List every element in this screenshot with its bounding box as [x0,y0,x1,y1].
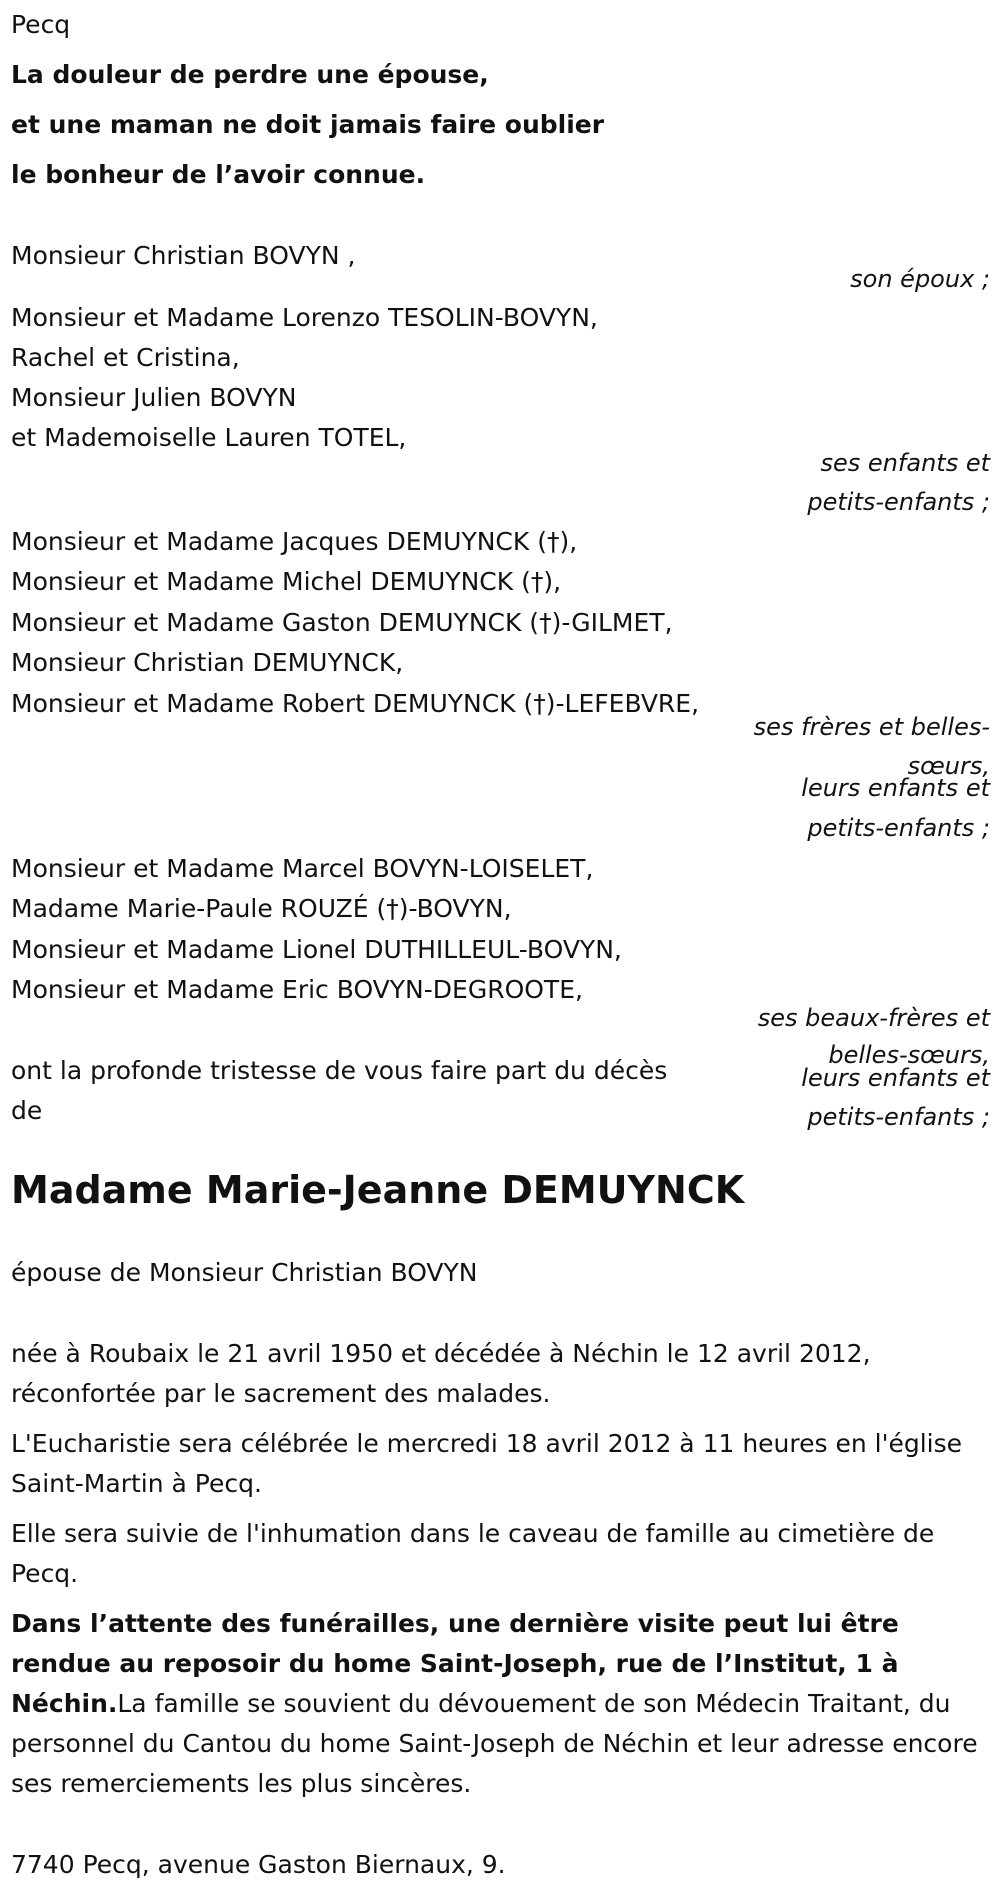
in-law-name: Monsieur et Madame Lionel DUTHILLEUL-BOVYN, [11,935,622,964]
mass-paragraph: L'Eucharistie sera célébrée le mercredi 18 avril 2012 à 11 heures en l'église Saint-Martin à Pecq. [11,1429,963,1498]
deceased-name: Madame Marie-Jeanne DEMUYNCK [11,1168,745,1212]
in-laws-role-line: ses beaux-frères et [757,1004,990,1032]
quote-line-2: et une maman ne doit jamais faire oublier [11,110,605,139]
burial-paragraph: Elle sera suivie de l'inhumation dans le caveau de famille au cimetière de Pecq. [11,1519,935,1588]
sibling-name: Monsieur et Madame Jacques DEMUYNCK (†), [11,527,578,556]
sibling-name: Monsieur et Madame Michel DEMUYNCK (†), [11,567,562,596]
location: Pecq [11,10,71,39]
address: 7740 Pecq, avenue Gaston Biernaux, 9. [11,1850,506,1879]
siblings-role-line: leurs enfants et [801,774,990,802]
children-name: Rachel et Cristina, [11,343,240,372]
siblings-role-line: sœurs, [907,752,990,780]
children-role-line: ses enfants et [820,449,990,477]
siblings-role-line: petits-enfants ; [807,814,990,842]
children-name: et Mademoiselle Lauren TOTEL, [11,423,407,452]
children-role-line: petits-enfants ; [807,488,990,516]
in-law-name: Monsieur et Madame Marcel BOVYN-LOISELET, [11,854,594,883]
children-name: Monsieur et Madame Lorenzo TESOLIN-BOVYN, [11,303,598,332]
sibling-name: Monsieur et Madame Robert DEMUYNCK (†)-LEFEBVRE, [11,689,700,718]
children-name: Monsieur Julien BOVYN [11,383,297,412]
in-laws-role-line: belles-sœurs, [828,1041,990,1069]
visit-paragraph [11,1604,993,1804]
sibling-name: Monsieur Christian DEMUYNCK, [11,648,404,677]
in-laws-role-line: petits-enfants ; [807,1103,990,1131]
thanks-text: La famille se souvient du dévouement de son Médecin Traitant, du personnel du Cantou du home Saint-Joseph de Néchin et leur adresse encore ses remerciements les plus sincères. [11,1689,978,1798]
birth-death-paragraph: née à Roubaix le 21 avril 1950 et décédée à Néchin le 12 avril 2012, réconfortée par le sacrement des malades. [11,1339,871,1408]
spouse-role: son époux ; [850,265,990,293]
spouse-of: épouse de Monsieur Christian BOVYN [11,1258,478,1287]
sibling-name: Monsieur et Madame Gaston DEMUYNCK (†)-GILMET, [11,608,673,637]
in-law-name: Madame Marie-Paule ROUZÉ (†)-BOVYN, [11,894,512,923]
spouse-name: Monsieur Christian BOVYN , [11,241,356,270]
announcement-line: de [11,1096,43,1125]
announcement-line: ont la profonde tristesse de vous faire part du décès [11,1056,668,1085]
siblings-role-line: ses frères et belles- [753,713,990,741]
in-law-name: Monsieur et Madame Eric BOVYN-DEGROOTE, [11,975,583,1004]
in-laws-role-line: leurs enfants et [801,1064,990,1092]
quote-line-3: le bonheur de l’avoir connue. [11,160,426,189]
visit-bold-text: Dans l’attente des funérailles, une dernière visite peut lui être rendue au reposoir du home Saint-Joseph, rue de l’Institut, 1 à Néchin. [11,1609,899,1718]
quote-line-1: La douleur de perdre une épouse, [11,60,489,89]
